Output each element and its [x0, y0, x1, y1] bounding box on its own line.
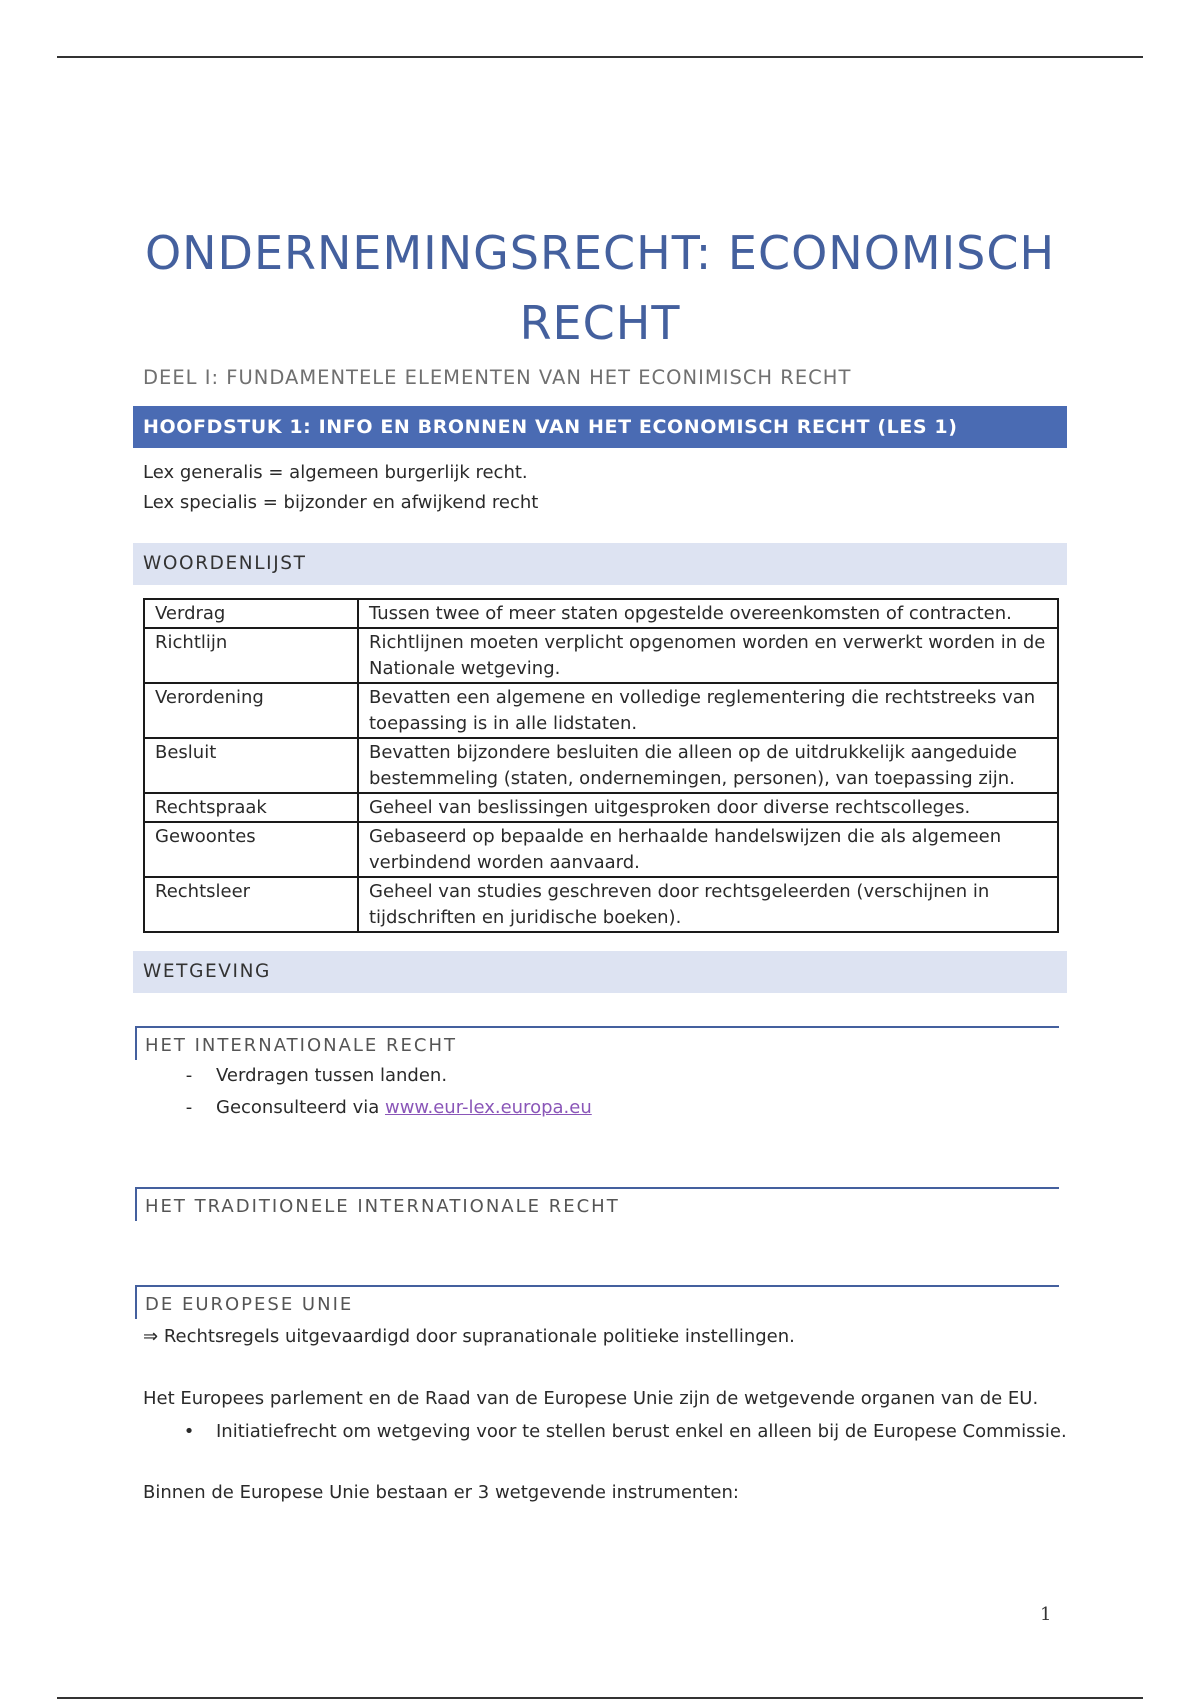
eu-paragraph-1: Het Europees parlement en de Raad van de Europese Unie zijn de wetgevende organen van de EU. — [143, 1388, 1039, 1409]
eu-paragraph-2: Binnen de Europese Unie bestaan er 3 wetgevende instrumenten: — [143, 1482, 739, 1503]
chapter-heading: HOOFDSTUK 1: INFO EN BRONNEN VAN HET ECONOMISCH RECHT (LES 1) — [133, 406, 1067, 448]
list-item-text: Initiatiefrecht om wetgeving voor te stellen berust enkel en alleen bij de Europese Commissie. — [216, 1421, 1067, 1442]
eu-bullet-list — [143, 1416, 1067, 1448]
subheading-europese-unie: DE EUROPESE UNIE — [135, 1285, 1059, 1319]
list-item — [143, 1060, 592, 1092]
table-row — [144, 877, 1058, 932]
subheading-traditionele-recht: HET TRADITIONELE INTERNATIONALE RECHT — [135, 1187, 1059, 1221]
bullet-icon: • — [183, 1421, 195, 1442]
list-item — [143, 1092, 592, 1124]
intro-line-1: Lex generalis = algemeen burgerlijk recht. — [143, 462, 528, 483]
list-item-text: Geconsulteerd via — [216, 1097, 385, 1118]
intro-line-2: Lex specialis = bijzonder en afwijkend recht — [143, 492, 539, 513]
list-item — [143, 1416, 1067, 1448]
glossary-term: Besluit — [144, 738, 358, 793]
footer-rule — [57, 1697, 1143, 1699]
table-row — [144, 683, 1058, 738]
dash-marker: - — [185, 1097, 193, 1118]
list-item-text: Verdragen tussen landen. — [216, 1065, 448, 1086]
glossary-term: Richtlijn — [144, 628, 358, 683]
eur-lex-link[interactable]: www.eur-lex.europa.eu — [384, 1097, 592, 1118]
intl-bullet-list — [143, 1060, 592, 1124]
section-heading-wetgeving: WETGEVING — [133, 951, 1067, 993]
glossary-definition: Bevatten bijzondere besluiten die alleen op de uitdrukkelijk aangeduide bestemmeling (staten, ondernemingen, personen), van toepassing zijn. — [358, 738, 1058, 793]
header-rule — [57, 56, 1143, 58]
glossary-definition: Bevatten een algemene en volledige reglementering die rechtstreeks van toepassing is in alle lidstaten. — [358, 683, 1058, 738]
table-row — [144, 738, 1058, 793]
glossary-term: Verordening — [144, 683, 358, 738]
glossary-term: Verdrag — [144, 599, 358, 628]
subheading-internationale-recht: HET INTERNATIONALE RECHT — [135, 1026, 1059, 1060]
table-row — [144, 599, 1058, 628]
eu-arrow-text: Rechtsregels uitgevaardigd door supranationale politieke instellingen. — [163, 1326, 795, 1347]
glossary-definition: Geheel van studies geschreven door rechtsgeleerden (verschijnen in tijdschriften en juridische boeken). — [358, 877, 1058, 932]
document-title: ONDERNEMINGSRECHT: ECONOMISCH RECHT — [144, 226, 1056, 350]
glossary-table — [143, 598, 1059, 933]
glossary-term: Rechtspraak — [144, 793, 358, 822]
part-heading: DEEL I: FUNDAMENTELE ELEMENTEN VAN HET ECONIMISCH RECHT — [143, 366, 852, 389]
section-heading-woordenlijst: WOORDENLIJST — [133, 543, 1067, 585]
glossary-term: Rechtsleer — [144, 877, 358, 932]
glossary-definition: Tussen twee of meer staten opgestelde overeenkomsten of contracten. — [358, 599, 1058, 628]
page-number: 1 — [1040, 1604, 1052, 1625]
table-row — [144, 822, 1058, 877]
eu-arrow-line — [143, 1322, 795, 1352]
glossary-definition: Gebaseerd op bepaalde en herhaalde handelswijzen die als algemeen verbindend worden aanvaard. — [358, 822, 1058, 877]
glossary-definition: Richtlijnen moeten verplicht opgenomen worden en verwerkt worden in de Nationale wetgeving. — [358, 628, 1058, 683]
table-row — [144, 628, 1058, 683]
glossary-term: Gewoontes — [144, 822, 358, 877]
glossary-definition: Geheel van beslissingen uitgesproken door diverse rechtscolleges. — [358, 793, 1058, 822]
dash-marker: - — [185, 1065, 193, 1086]
table-row — [144, 793, 1058, 822]
arrow-icon: ⇒ — [143, 1326, 159, 1347]
